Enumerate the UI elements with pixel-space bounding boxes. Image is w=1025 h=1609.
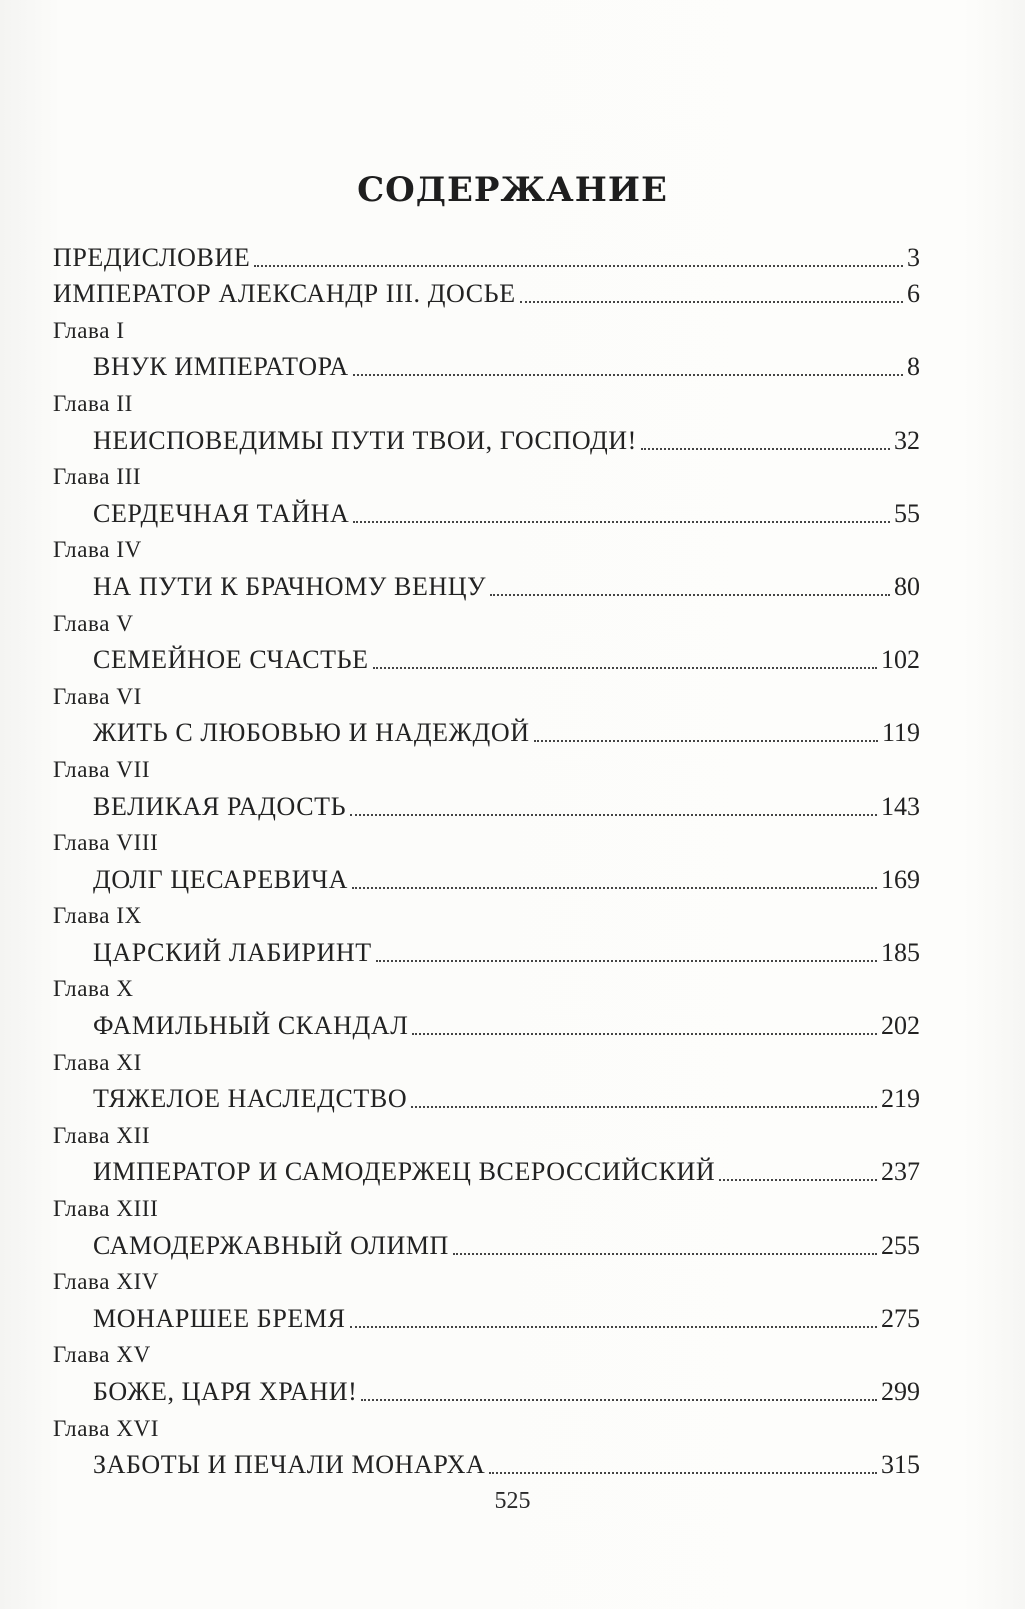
dot-leader (490, 594, 890, 596)
chapter-heading (53, 1041, 920, 1078)
toc-entry (53, 1151, 920, 1188)
toc-entry (53, 1078, 920, 1115)
toc-entry-title: НЕИСПОВЕДИМЫ ПУТИ ТВОИ, ГОСПОДИ! (93, 425, 637, 455)
dot-leader (376, 960, 877, 962)
toc-page-number: 8 (907, 352, 920, 382)
dot-leader (353, 521, 890, 523)
chapter-label: Глава XIV (53, 1269, 160, 1295)
chapter-heading (53, 529, 920, 566)
chapter-heading (53, 895, 920, 932)
toc-entry-title: ЦАРСКИЙ ЛАБИРИНТ (93, 937, 372, 967)
dot-leader (353, 374, 903, 376)
toc-entry-title: БОЖЕ, ЦАРЯ ХРАНИ! (93, 1377, 358, 1406)
chapter-label: Глава V (53, 610, 134, 636)
chapter-heading (53, 675, 920, 712)
dot-leader (520, 301, 903, 303)
dot-leader (254, 265, 903, 267)
dot-leader (373, 667, 877, 669)
toc-entry-title: ИМПЕРАТОР АЛЕКСАНДР III. ДОСЬЕ (53, 279, 516, 309)
dot-leader (350, 814, 877, 816)
toc-entry-title: ДОЛГ ЦЕСАРЕВИЧА (93, 864, 348, 894)
toc-entry-title: САМОДЕРЖАВНЫЙ ОЛИМП (93, 1230, 449, 1260)
toc-page-number: 299 (881, 1377, 920, 1406)
chapter-label: Глава VIII (53, 830, 159, 856)
toc-page-number: 3 (907, 242, 920, 272)
chapter-heading (53, 382, 920, 419)
dot-leader (534, 740, 878, 742)
toc-page-number: 143 (881, 791, 920, 821)
dot-leader (641, 448, 890, 450)
chapter-heading (53, 1407, 920, 1444)
toc-entry (53, 785, 920, 822)
toc-entry (53, 565, 920, 602)
dot-leader (489, 1472, 877, 1474)
toc-page-number: 119 (881, 718, 920, 748)
toc-entry-title: СЕРДЕЧНАЯ ТАЙНА (93, 498, 350, 528)
chapter-heading (53, 822, 920, 859)
chapter-heading (53, 968, 920, 1005)
toc-entry (53, 346, 920, 383)
toc-entry (53, 1444, 920, 1481)
toc-entry-title: ПРЕДИСЛОВИЕ (53, 242, 251, 272)
chapter-label: Глава XV (53, 1342, 151, 1368)
toc-entry-title: ЗАБОТЫ И ПЕЧАЛИ МОНАРХА (93, 1450, 486, 1480)
table-of-contents (53, 236, 920, 1480)
chapter-label: Глава XIII (53, 1196, 159, 1222)
toc-page-number: 219 (881, 1084, 920, 1114)
toc-page-number: 55 (894, 498, 920, 528)
chapter-heading (53, 1261, 920, 1298)
toc-entry (53, 1370, 920, 1407)
chapter-label: Глава VI (53, 683, 142, 709)
chapter-label: Глава I (53, 317, 125, 343)
chapter-label: Глава XVI (53, 1415, 160, 1441)
toc-entry-title: ЖИТЬ С ЛЮБОВЬЮ И НАДЕЖДОЙ (93, 718, 530, 748)
toc-page-number: 185 (881, 937, 920, 967)
dot-leader (719, 1179, 877, 1181)
chapter-label: Глава III (53, 464, 142, 490)
toc-page-number: 237 (881, 1157, 920, 1187)
chapter-heading (53, 602, 920, 639)
toc-entry-title: НА ПУТИ К БРАЧНОМУ ВЕНЦУ (93, 571, 487, 601)
toc-entry-title: МОНАРШЕЕ БРЕМЯ (93, 1303, 346, 1333)
toc-entry (53, 273, 920, 310)
dot-leader (412, 1033, 877, 1035)
toc-entry-title: СЕМЕЙНОЕ СЧАСТЬЕ (93, 645, 369, 675)
toc-page-number: 102 (881, 645, 920, 675)
toc-entry-title: ВНУК ИМПЕРАТОРА (93, 352, 349, 382)
toc-entry (53, 858, 920, 895)
toc-entry-title: ВЕЛИКАЯ РАДОСТЬ (93, 791, 347, 821)
toc-entry (53, 419, 920, 456)
dot-leader (453, 1253, 877, 1255)
toc-entry (53, 1297, 920, 1334)
chapter-heading (53, 1187, 920, 1224)
chapter-label: Глава XII (53, 1122, 151, 1148)
toc-page-number: 202 (881, 1011, 920, 1041)
chapter-label: Глава IV (53, 537, 142, 563)
toc-page-number: 6 (907, 279, 920, 309)
toc-entry-title: ФАМИЛЬНЫЙ СКАНДАЛ (93, 1011, 409, 1041)
toc-entry (53, 931, 920, 968)
toc-page-number: 315 (881, 1450, 920, 1480)
toc-entry (53, 1004, 920, 1041)
chapter-label: Глава IX (53, 903, 142, 929)
toc-entry (53, 712, 920, 749)
chapter-heading (53, 1334, 920, 1371)
toc-entry (53, 492, 920, 529)
chapter-heading (53, 309, 920, 346)
toc-page-number: 32 (894, 425, 920, 455)
dot-leader (352, 887, 877, 889)
chapter-label: Глава XI (53, 1049, 142, 1075)
dot-leader (411, 1106, 877, 1108)
toc-entry-title: ИМПЕРАТОР И САМОДЕРЖЕЦ ВСЕРОССИЙСКИЙ (93, 1157, 716, 1187)
page-title: СОДЕРЖАНИЕ (357, 170, 668, 210)
page-number: 525 (494, 1488, 531, 1514)
toc-entry (53, 639, 920, 676)
chapter-heading (53, 748, 920, 785)
chapter-heading (53, 1114, 920, 1151)
toc-page-number: 255 (881, 1230, 920, 1260)
dot-leader (350, 1326, 877, 1328)
chapter-label: Глава II (53, 390, 133, 416)
toc-entry-title: ТЯЖЕЛОЕ НАСЛЕДСТВО (93, 1084, 408, 1114)
toc-entry (53, 236, 920, 273)
toc-page-number: 275 (881, 1303, 920, 1333)
chapter-label: Глава VII (53, 756, 151, 782)
chapter-label: Глава X (53, 976, 134, 1002)
dot-leader (361, 1399, 877, 1401)
toc-entry (53, 1224, 920, 1261)
toc-page-number: 169 (881, 864, 920, 894)
toc-page-number: 80 (894, 571, 920, 601)
chapter-heading (53, 456, 920, 493)
